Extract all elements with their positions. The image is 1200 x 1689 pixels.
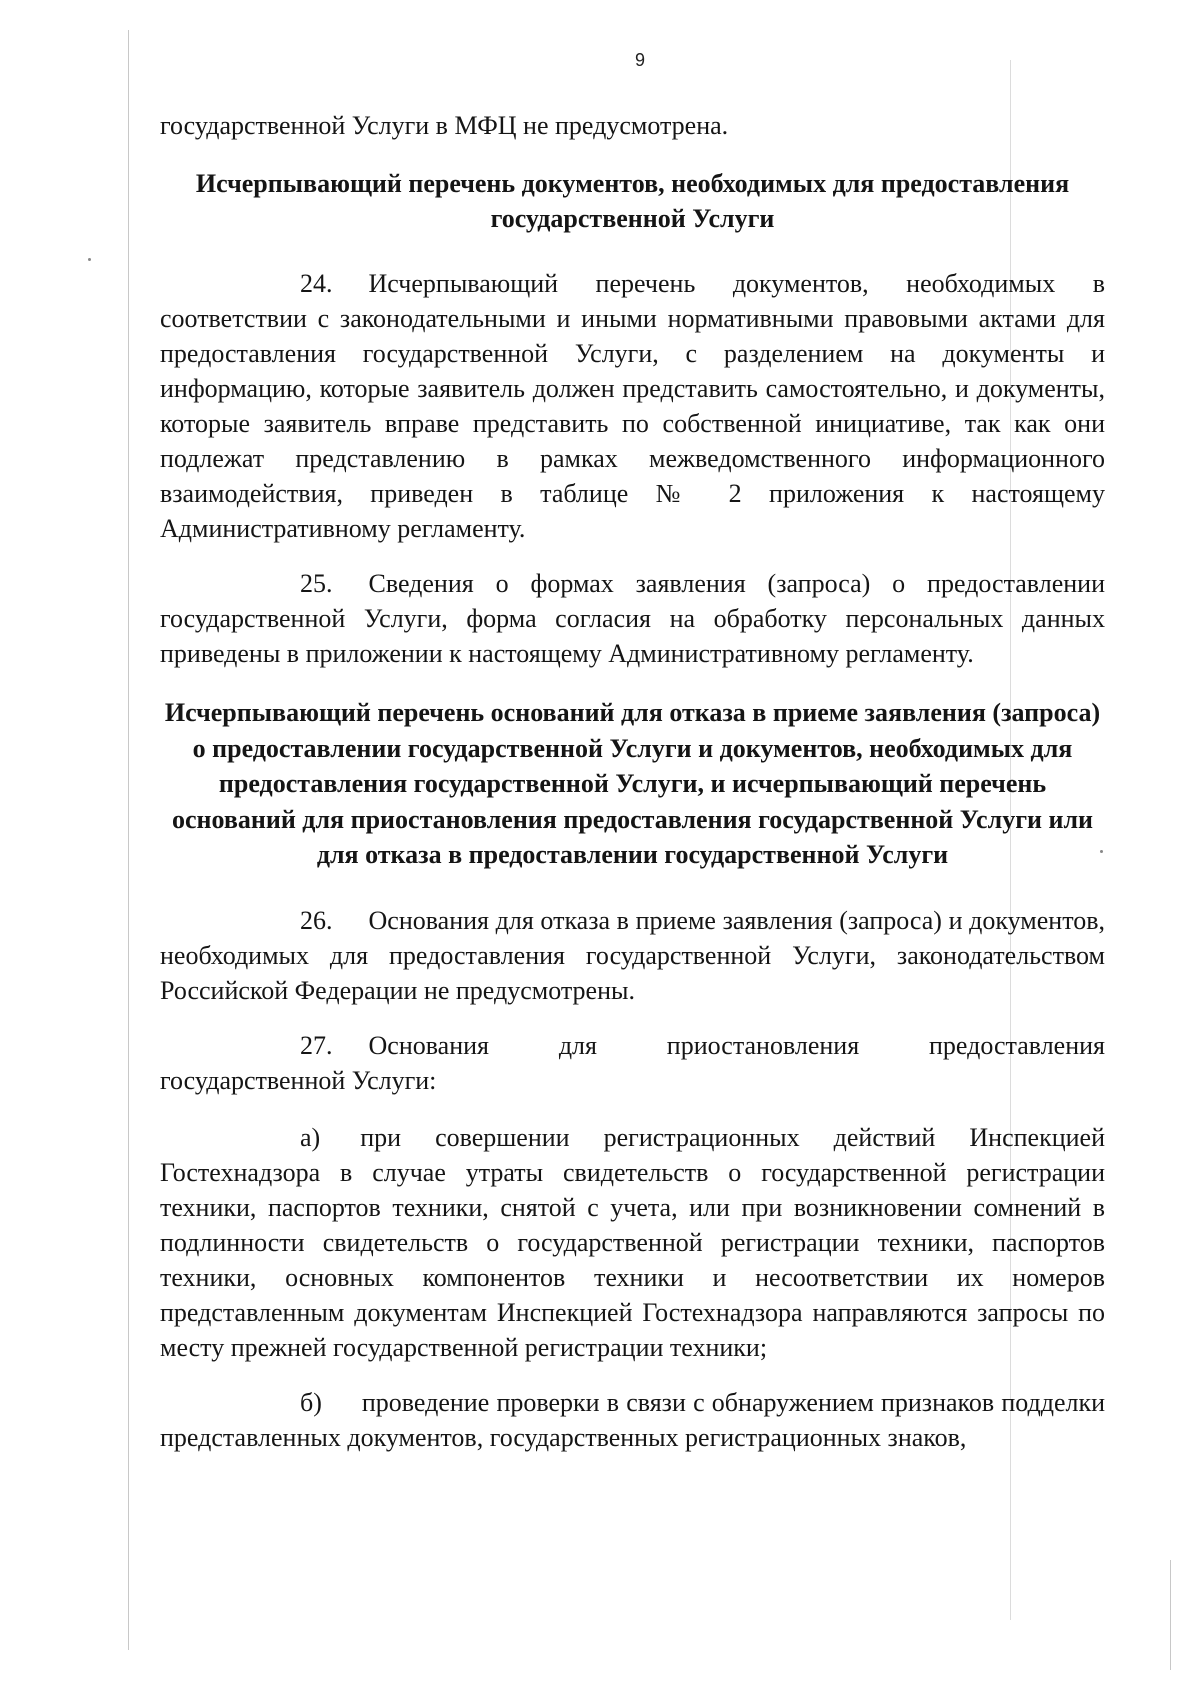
document-body: [160, 108, 1105, 1475]
paragraph-26: [160, 903, 1105, 1008]
paragraph-text: Исчерпывающий перечень документов, необходимых в соответствии с законодательными и иными нормативными правовыми актами для предоставления государственной Услуги, с разделением на документы и информацию, которые заявитель должен представить самостоятельно, и документы, которые заявитель вправе представить по собственной инициативе, так как они подлежат представлению в рамках межведомственного информационного взаимодействия, приведен в таблице № 2 приложения к настоящему Административному регламенту.: [160, 269, 1105, 543]
paragraph-number: 24.: [300, 269, 333, 298]
page-number: 9: [634, 50, 645, 70]
paragraph-text: Основания для приостановления предоставления государственной Услуги:: [160, 1030, 1105, 1095]
sub-item-text: при совершении регистрационных действий Инспекцией Гостехнадзора в случае утраты свидетельств о государственной регистрации техники, паспортов техники, снятой с учета, или при возникновении сомнений в подлинности свидетельств о государственной регистрации техники, паспортов техники, основных компонентов техники и несоответствии их номеров представленным документам Инспекцией Гостехнадзора направляются запросы по месту прежней государственной регистрации техники;: [160, 1122, 1105, 1362]
paragraph-25: [160, 566, 1105, 671]
paragraph-text: Сведения о формах заявления (запроса) о предоставлении государственной Услуги, форма согласия на обработку персональных данных приведены в приложении к настоящему Административному регламенту.: [160, 569, 1105, 668]
sub-item-letter: б): [300, 1387, 322, 1417]
sub-item-text: проведение проверки в связи с обнаружением признаков подделки представленных документов, государственных регистрационных знаков,: [160, 1387, 1105, 1452]
intro-line: государственной Услуги в МФЦ не предусмотрена.: [160, 111, 729, 140]
paragraph-number: 26.: [300, 905, 333, 935]
paragraph-27: [160, 1028, 1105, 1098]
scan-artifact-far-right: [1170, 1560, 1171, 1670]
paragraph-text: Основания для отказа в приеме заявления (запроса) и документов, необходимых для предоставления государственной Услуги, законодательством Российской Федерации не предусмотрены.: [160, 905, 1105, 1005]
paragraph-number: 27.: [300, 1030, 333, 1060]
section-heading-documents: Исчерпывающий перечень документов, необходимых для предоставления государственной Услуги: [195, 169, 1070, 233]
sub-item-a: [160, 1120, 1105, 1365]
sub-item-b: [160, 1385, 1105, 1455]
scan-artifact-left: [128, 30, 129, 1650]
section-heading-refusal-grounds: Исчерпывающий перечень оснований для отказа в приеме заявления (запроса) о предоставлении государственной Услуги и документов, необходимых для предоставления государственной Услуги, и исчерпывающий перечень оснований для приостановления предоставления государственной Услуги или для отказа в предоставлении государственной Услуги: [164, 698, 1101, 869]
paragraph-24: [160, 266, 1105, 546]
sub-item-letter: а): [300, 1122, 321, 1152]
paragraph-number: 25.: [300, 569, 333, 598]
scan-dot: [88, 258, 91, 261]
